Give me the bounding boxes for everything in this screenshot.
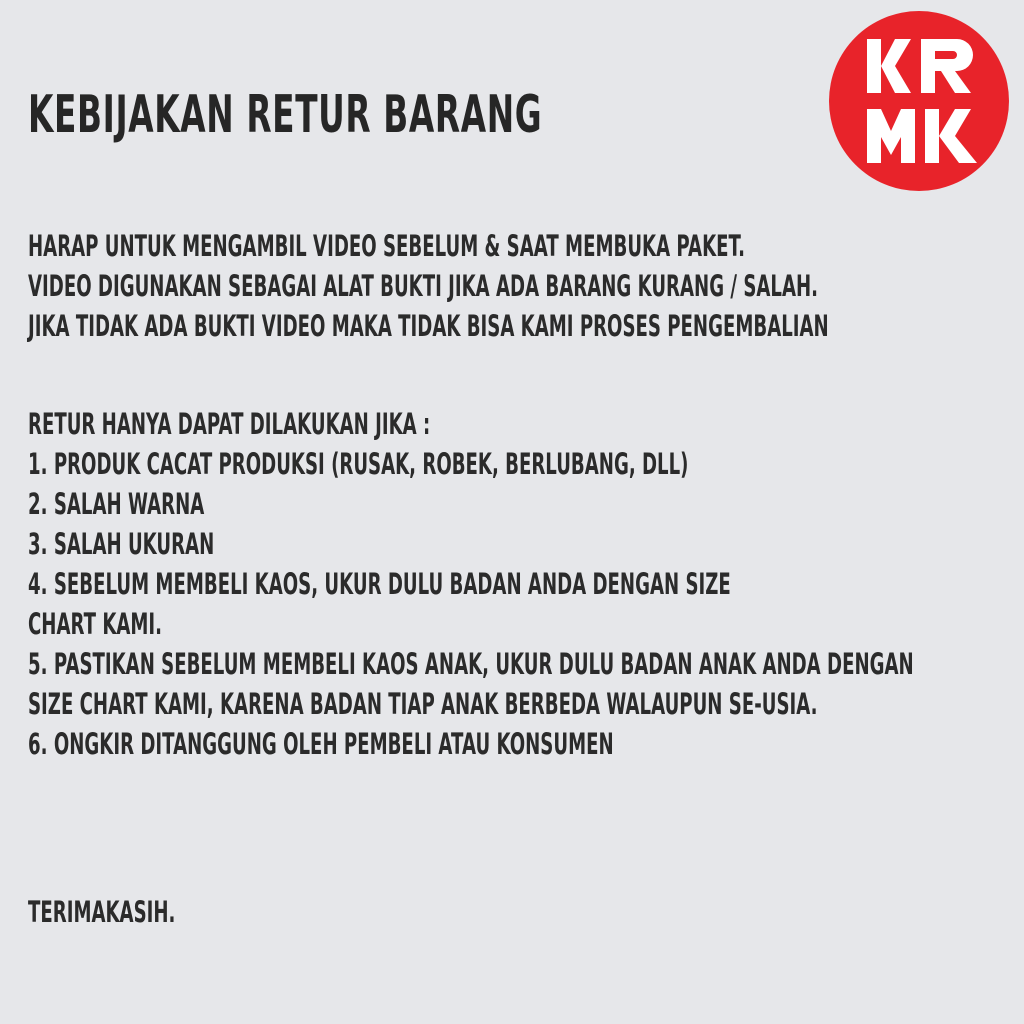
rule-number: 4. — [28, 567, 48, 601]
logo-circle — [829, 11, 1009, 191]
rule-item — [28, 524, 914, 564]
page-title: KEBIJAKAN RETUR BARANG — [28, 85, 543, 145]
rules-block — [28, 404, 1024, 764]
rule-number: 3. — [28, 527, 48, 561]
rule-item — [28, 484, 914, 524]
brand-logo — [829, 11, 1009, 191]
rule-number: 6. — [28, 727, 48, 761]
rule-text: SALAH WARNA — [53, 487, 205, 521]
intro-line: JIKA TIDAK ADA BUKTI VIDEO MAKA TIDAK BISA KAMI PROSES PENGEMBALIAN — [28, 309, 829, 343]
rule-number: 5. — [28, 647, 48, 681]
intro-block — [28, 226, 1024, 346]
intro-line: VIDEO DIGUNAKAN SEBAGAI ALAT BUKTI JIKA ADA BARANG KURANG / SALAH. — [28, 269, 819, 303]
rule-item — [28, 564, 914, 604]
rule-item — [28, 724, 914, 764]
rule-number: 1. — [28, 447, 48, 481]
rule-text: PASTIKAN SEBELUM MEMBELI KAOS ANAK, UKUR DULU BADAN ANAK ANDA DENGAN — [53, 647, 914, 681]
rule-item — [28, 644, 914, 684]
closing-block — [28, 892, 264, 932]
rule-text: SEBELUM MEMBELI KAOS, UKUR DULU BADAN ANDA DENGAN SIZE — [53, 567, 731, 601]
rules-heading: RETUR HANYA DAPAT DILAKUKAN JIKA : — [28, 407, 431, 441]
rule-text: ONGKIR DITANGGUNG OLEH PEMBELI ATAU KONSUMEN — [53, 727, 614, 761]
rule-text: PRODUK CACAT PRODUKSI (RUSAK, ROBEK, BERLUBANG, DLL) — [53, 447, 689, 481]
intro-line: HARAP UNTUK MENGAMBIL VIDEO SEBELUM & SAAT MEMBUKA PAKET. — [28, 229, 745, 263]
closing-text: TERIMAKASIH. — [28, 895, 176, 929]
rule-text: SALAH UKURAN — [53, 527, 215, 561]
rule-item-continuation: SIZE CHART KAMI, KARENA BADAN TIAP ANAK BERBEDA WALAUPUN SE-USIA. — [28, 687, 818, 721]
rule-item-continuation: CHART KAMI. — [28, 607, 163, 641]
rule-item — [28, 444, 914, 484]
rule-number: 2. — [28, 487, 48, 521]
